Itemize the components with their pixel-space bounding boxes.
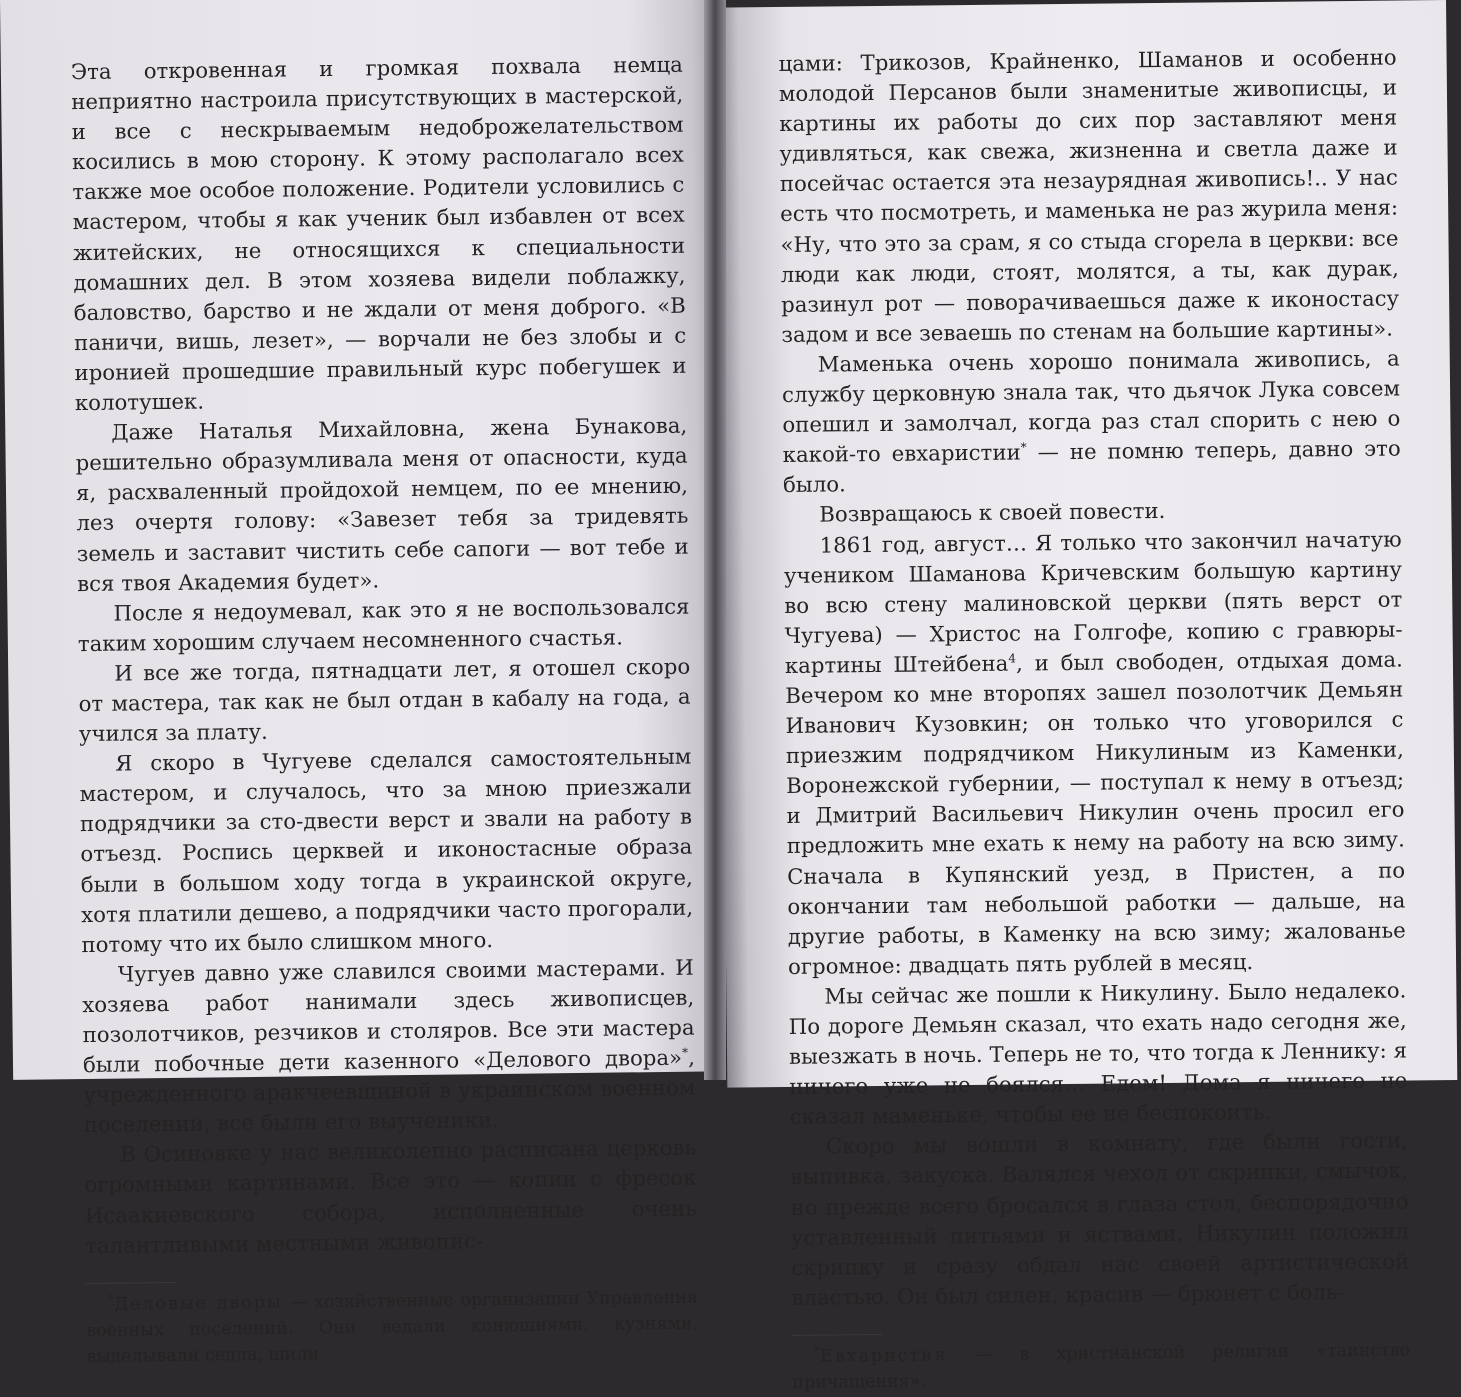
footnote-term: Евхаристия xyxy=(820,1345,948,1367)
paragraph-text: 1861 год, август… Я только что закончил начатую учеником Шаманова Кричевским большую картину во всю стену малиновской церкви (пять верст от Чугуева) — Христос на Голгофе, копию с гравюры-картины Штейбена xyxy=(783,525,1403,678)
paragraph-text: Чугуев давно уже славился своими мастерами. И хозяева работ нанимали здесь живописцев, позолотчиков, резчиков и столяров. Все эти мастера были побочные дети казенного «Делового двора» xyxy=(82,954,695,1078)
paragraph xyxy=(782,343,1402,500)
footnote-divider xyxy=(792,1334,882,1336)
paragraph: Даже Наталья Михайловна, жена Бунакова, решительно образумливала меня от опасности, куда я, расхваленный пройдохой немцем, по ее мнению, лез очертя голову: «Завезет тебя за тридевять земель и заставит чистить себе сапоги — вот тебе и вся твоя Академия будет». xyxy=(75,412,689,596)
paragraph: После я недоумевал, как это я не воспользовался таким хорошим случаем несомненного счастья. xyxy=(77,593,690,656)
footnote-text: — хозяйственные организации Управления военных поселений. Они ведали конюшнями, кузнями, выделывали седла, шили xyxy=(86,1287,699,1367)
book-gutter xyxy=(704,0,726,1080)
footnote xyxy=(86,1284,699,1369)
footnote xyxy=(792,1337,1411,1395)
endnote-marker: 4 xyxy=(1008,651,1017,666)
paragraph: Я скоро в Чугуеве сделался самостоятельным мастером, и случалось, что за мною приезжали подрядчики за сто-двести верст и звали на работу в отъезд. Роспись церквей и иконостасные образа были в большом ходу тогда в украинской округе, хотя платили дешево, а подрядчики часто прогорали, потому что их было слишком много. xyxy=(79,743,694,957)
footnote-marker: * xyxy=(814,1343,821,1358)
paragraph-text: Маменька очень хорошо понимала живопись, а службу церковную знала так, что дьячок Лука совсем опешил и замолчал, когда раз стал спорить с нею о какой-то евхаристии xyxy=(781,345,1401,468)
paragraph: И все же тогда, пятнадцати лет, я отошел скоро от мастера, так как не был отдан в кабалу на года, а учился за плату. xyxy=(78,653,691,747)
left-page xyxy=(0,0,725,1367)
paragraph-text: , и был свободен, отдыхая дома. Вечером ко мне второпях зашел позолотчик Демьян Иванович Кузовкин; он только что уговорился с приезжим подрядчиком Никулиным из Каменки, Воронежской губернии, — поступал к нему в отъезд; и Дмитрий Васильевич Никулин очень просил его предложить мне ехать к нему на работу на всю зиму. Сначала в Купянский уезд, в Пристен, а по окончании там небольшой работки — дальше, на другие работы, в Каменку на всю зиму; жалованье огромное: двадцать пять рублей в месяц. xyxy=(785,646,1406,979)
footnote-divider xyxy=(86,1282,176,1284)
paragraph: Возвращаюсь к своей повести. xyxy=(819,498,1166,527)
footnote-marker: * xyxy=(681,1045,689,1060)
paragraph: Эта откровенная и громкая похвала немца неприятно настроила присутствующих в мастерской, и все с нескрываемым недоброжелательством косились в мою сторону. К этому располагало всех также мое особое положение. Родители условились с мастером, чтобы я как ученик был избавлен от всех житейских, не относящихся к специальности домашних дел. В этом хозяева видели поблажку, баловство, барство и не ждали от меня доброго. «В паничи, вишь, лезет», — ворчали не без злобы и с иронией прошедшие правильный курс побегушек и колотушек. xyxy=(70,51,687,416)
paragraph-text: — не помню теперь, давно это было. xyxy=(782,435,1401,498)
paragraph: Скоро мы вошли в комнату, где были гости, выпивка, закуска. Валялся чехол от скрипки, смычок, но прежде всего бросался в глаза стол, беспорядочно уставленный питьями и яствами. Никулин положил скрипку и сразу обдал нас своей артистической властью. Он был силен, красив — брюнет с боль- xyxy=(790,1127,1410,1310)
footnote-text: — в христианской религии «таинство причащения». xyxy=(792,1340,1411,1393)
right-page xyxy=(716,0,1457,1393)
paragraph: В Осиновке у нас великолепно расписана церковь огромными картинами. Все это — копии с фресок Исаакиевского собора, исполненные очень талантливыми местными живопис- xyxy=(84,1134,697,1258)
paragraph xyxy=(784,524,1407,982)
paragraph-text: , учрежденного аракчеевщиной в украинском военном поселении, все были его выученики. xyxy=(83,1044,696,1138)
footnote-term: Деловые дворы xyxy=(113,1292,283,1315)
footnote-marker: * xyxy=(1020,440,1027,455)
paragraph: Мы сейчас же пошли к Никулину. Было недалеко. По дороге Демьян сказал, что ехать надо сегодня же, выезжать в ночь. Теперь не то, что тогда к Леннику: я ничего уже не боялся… Едем! Дома я ничего не сказал маменьке, чтобы ее не беспокоить. xyxy=(788,977,1408,1130)
paragraph: цами: Трикозов, Крайненко, Шаманов и особенно молодой Персанов были знаменитые живописцы, и картины их работы до сих пор заставляют меня удивляться, как свежа, жизненна и светла даже и посейчас остается эта незаурядная живопись!.. У нас есть что посмотреть, и маменька не раз журила меня: «Ну, что это за срам, я со стыда сгорела в церкви: все люди как люди, стоят, молятся, а ты, как дурак, разинул рот — поворачиваешься даже к иконостасу задом и все зеваешь по стенам на большие картины». xyxy=(778,44,1400,347)
footnote-marker: * xyxy=(107,1291,115,1306)
paragraph xyxy=(82,952,696,1140)
